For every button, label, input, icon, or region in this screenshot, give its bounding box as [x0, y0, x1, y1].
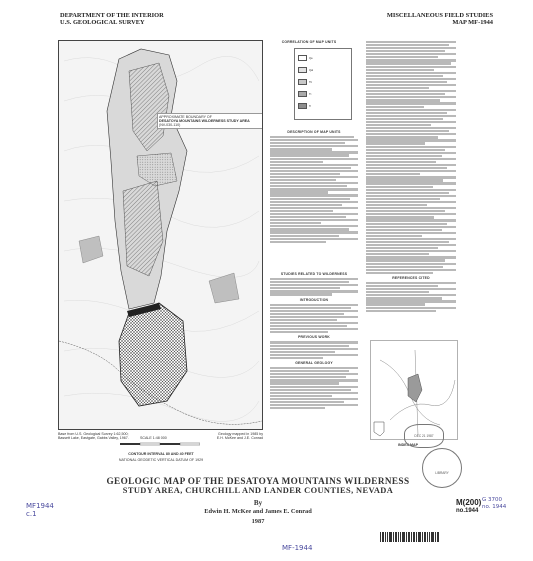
geologic-map-graphic [59, 41, 262, 429]
geology-note-line-1: Geology mapped in 1985 by [218, 432, 263, 436]
references-text [366, 282, 456, 312]
legend-symbol: Tt [309, 92, 312, 96]
geology-note-line-2: E.H. McKee and J.E. Conrad [216, 436, 263, 440]
unit-outside-east [209, 273, 239, 303]
right-text-block-1 [366, 41, 456, 274]
series-line-1: MISCELLANEOUS FIELD STUDIES [386, 12, 493, 19]
handwritten-left-line-1: MF1944 [26, 502, 54, 510]
legend-swatch [298, 79, 307, 85]
unit-crosshatched-south [119, 303, 187, 406]
legend-symbol: Ti [309, 104, 312, 108]
legend-symbol: Qal [309, 68, 314, 72]
general-heading: GENERAL GEOLOGY [295, 361, 333, 366]
contour-note: CONTOUR INTERVAL 80 AND 40 FEET [128, 452, 194, 456]
unit-outside-west [79, 236, 103, 263]
scale-text: SCALE 1:48 000 [140, 436, 167, 440]
base-note-line-1: Base from U.S. Geological Survey 1:62,500; [58, 432, 129, 436]
legend-row [298, 79, 312, 85]
study-area-line-3: (NV-030-110) [159, 123, 181, 127]
publication-year: 1987 [251, 517, 265, 525]
geologic-map-frame[interactable] [58, 40, 263, 430]
map-sheet [58, 40, 508, 470]
by-label: By [253, 498, 263, 507]
library-stamp-text: LIBRARY [435, 471, 449, 475]
series-header [353, 12, 493, 26]
intro-text [270, 304, 358, 334]
study-area-label [157, 113, 263, 129]
legend-box [294, 48, 352, 120]
handwritten-left-annotation [26, 502, 54, 518]
handwritten-bottom-annotation: MF-1944 [282, 544, 313, 552]
map-title-line-1: GEOLOGIC MAP OF THE DESATOYA MOUNTAINS WILDERNESS [106, 476, 410, 486]
description-heading: DESCRIPTION OF MAP UNITS [287, 130, 341, 134]
legend-row [298, 55, 312, 61]
legend-row [298, 91, 311, 97]
date-stamp [404, 424, 444, 448]
authors: Edwin H. McKee and James E. Conrad [204, 507, 312, 515]
call-number-line-1: M(200) [456, 498, 482, 507]
handwritten-right-line-2: no. 1944 [482, 503, 507, 510]
previous-heading: PREVIOUS WORK [298, 335, 330, 340]
series-line-2: MAP MF-1944 [452, 19, 493, 26]
intro-heading: INTRODUCTION [299, 297, 329, 302]
title-block [58, 476, 458, 525]
datum-note: NATIONAL GEODETIC VERTICAL DATUM OF 1929 [118, 458, 204, 462]
legend-swatch [298, 55, 307, 61]
library-stamp [422, 448, 462, 488]
legend-swatch [298, 103, 307, 109]
study-area-line-2: DESATOYA MOUNTAINS WILDERNESS STUDY AREA [159, 119, 250, 123]
previous-text [270, 341, 358, 359]
study-area-line-1: APPROXIMATE BOUNDARY OF [159, 115, 212, 119]
call-number [456, 499, 481, 515]
date-stamp-text: DEC 21 1987 [414, 434, 434, 438]
description-text [270, 136, 358, 243]
right-text-column [366, 40, 456, 314]
index-map-label: INDEX MAP [398, 443, 418, 447]
legend-row [298, 67, 313, 73]
handwritten-right-annotation [482, 497, 506, 510]
scale-bar [120, 442, 200, 448]
geology-note [188, 432, 263, 440]
references-heading: REFERENCES CITED [392, 275, 430, 280]
legend-swatch [298, 91, 307, 97]
handwritten-left-line-2: c.1 [26, 510, 37, 518]
legend-row [298, 103, 311, 109]
call-number-line-2: no.1944 [456, 508, 479, 514]
legend-column [270, 40, 348, 46]
studies-column [270, 272, 358, 411]
legend-symbol: Tb [309, 80, 313, 84]
handwritten-right-line-1: G 3700 [482, 497, 503, 503]
description-column [270, 130, 358, 245]
base-note-line-2: Bassett Lake, Eastgate, Gabbs Valley, 1967. [58, 436, 129, 440]
legend-heading: CORRELATION OF MAP UNITS [281, 40, 337, 44]
agency-line-1: DEPARTMENT OF THE INTERIOR [60, 12, 164, 19]
agency-line-2: U.S. GEOLOGICAL SURVEY [60, 19, 145, 26]
general-text [270, 367, 358, 409]
studies-heading: STUDIES RELATED TO WILDERNESS [280, 272, 348, 276]
agency-header [60, 12, 240, 26]
map-title-line-2: STUDY AREA, CHURCHILL AND LANDER COUNTIES, NEVADA [122, 486, 394, 495]
barcode [380, 532, 440, 546]
studies-text [270, 278, 358, 296]
legend-symbol: Qa [309, 56, 313, 60]
legend-swatch [298, 67, 307, 73]
